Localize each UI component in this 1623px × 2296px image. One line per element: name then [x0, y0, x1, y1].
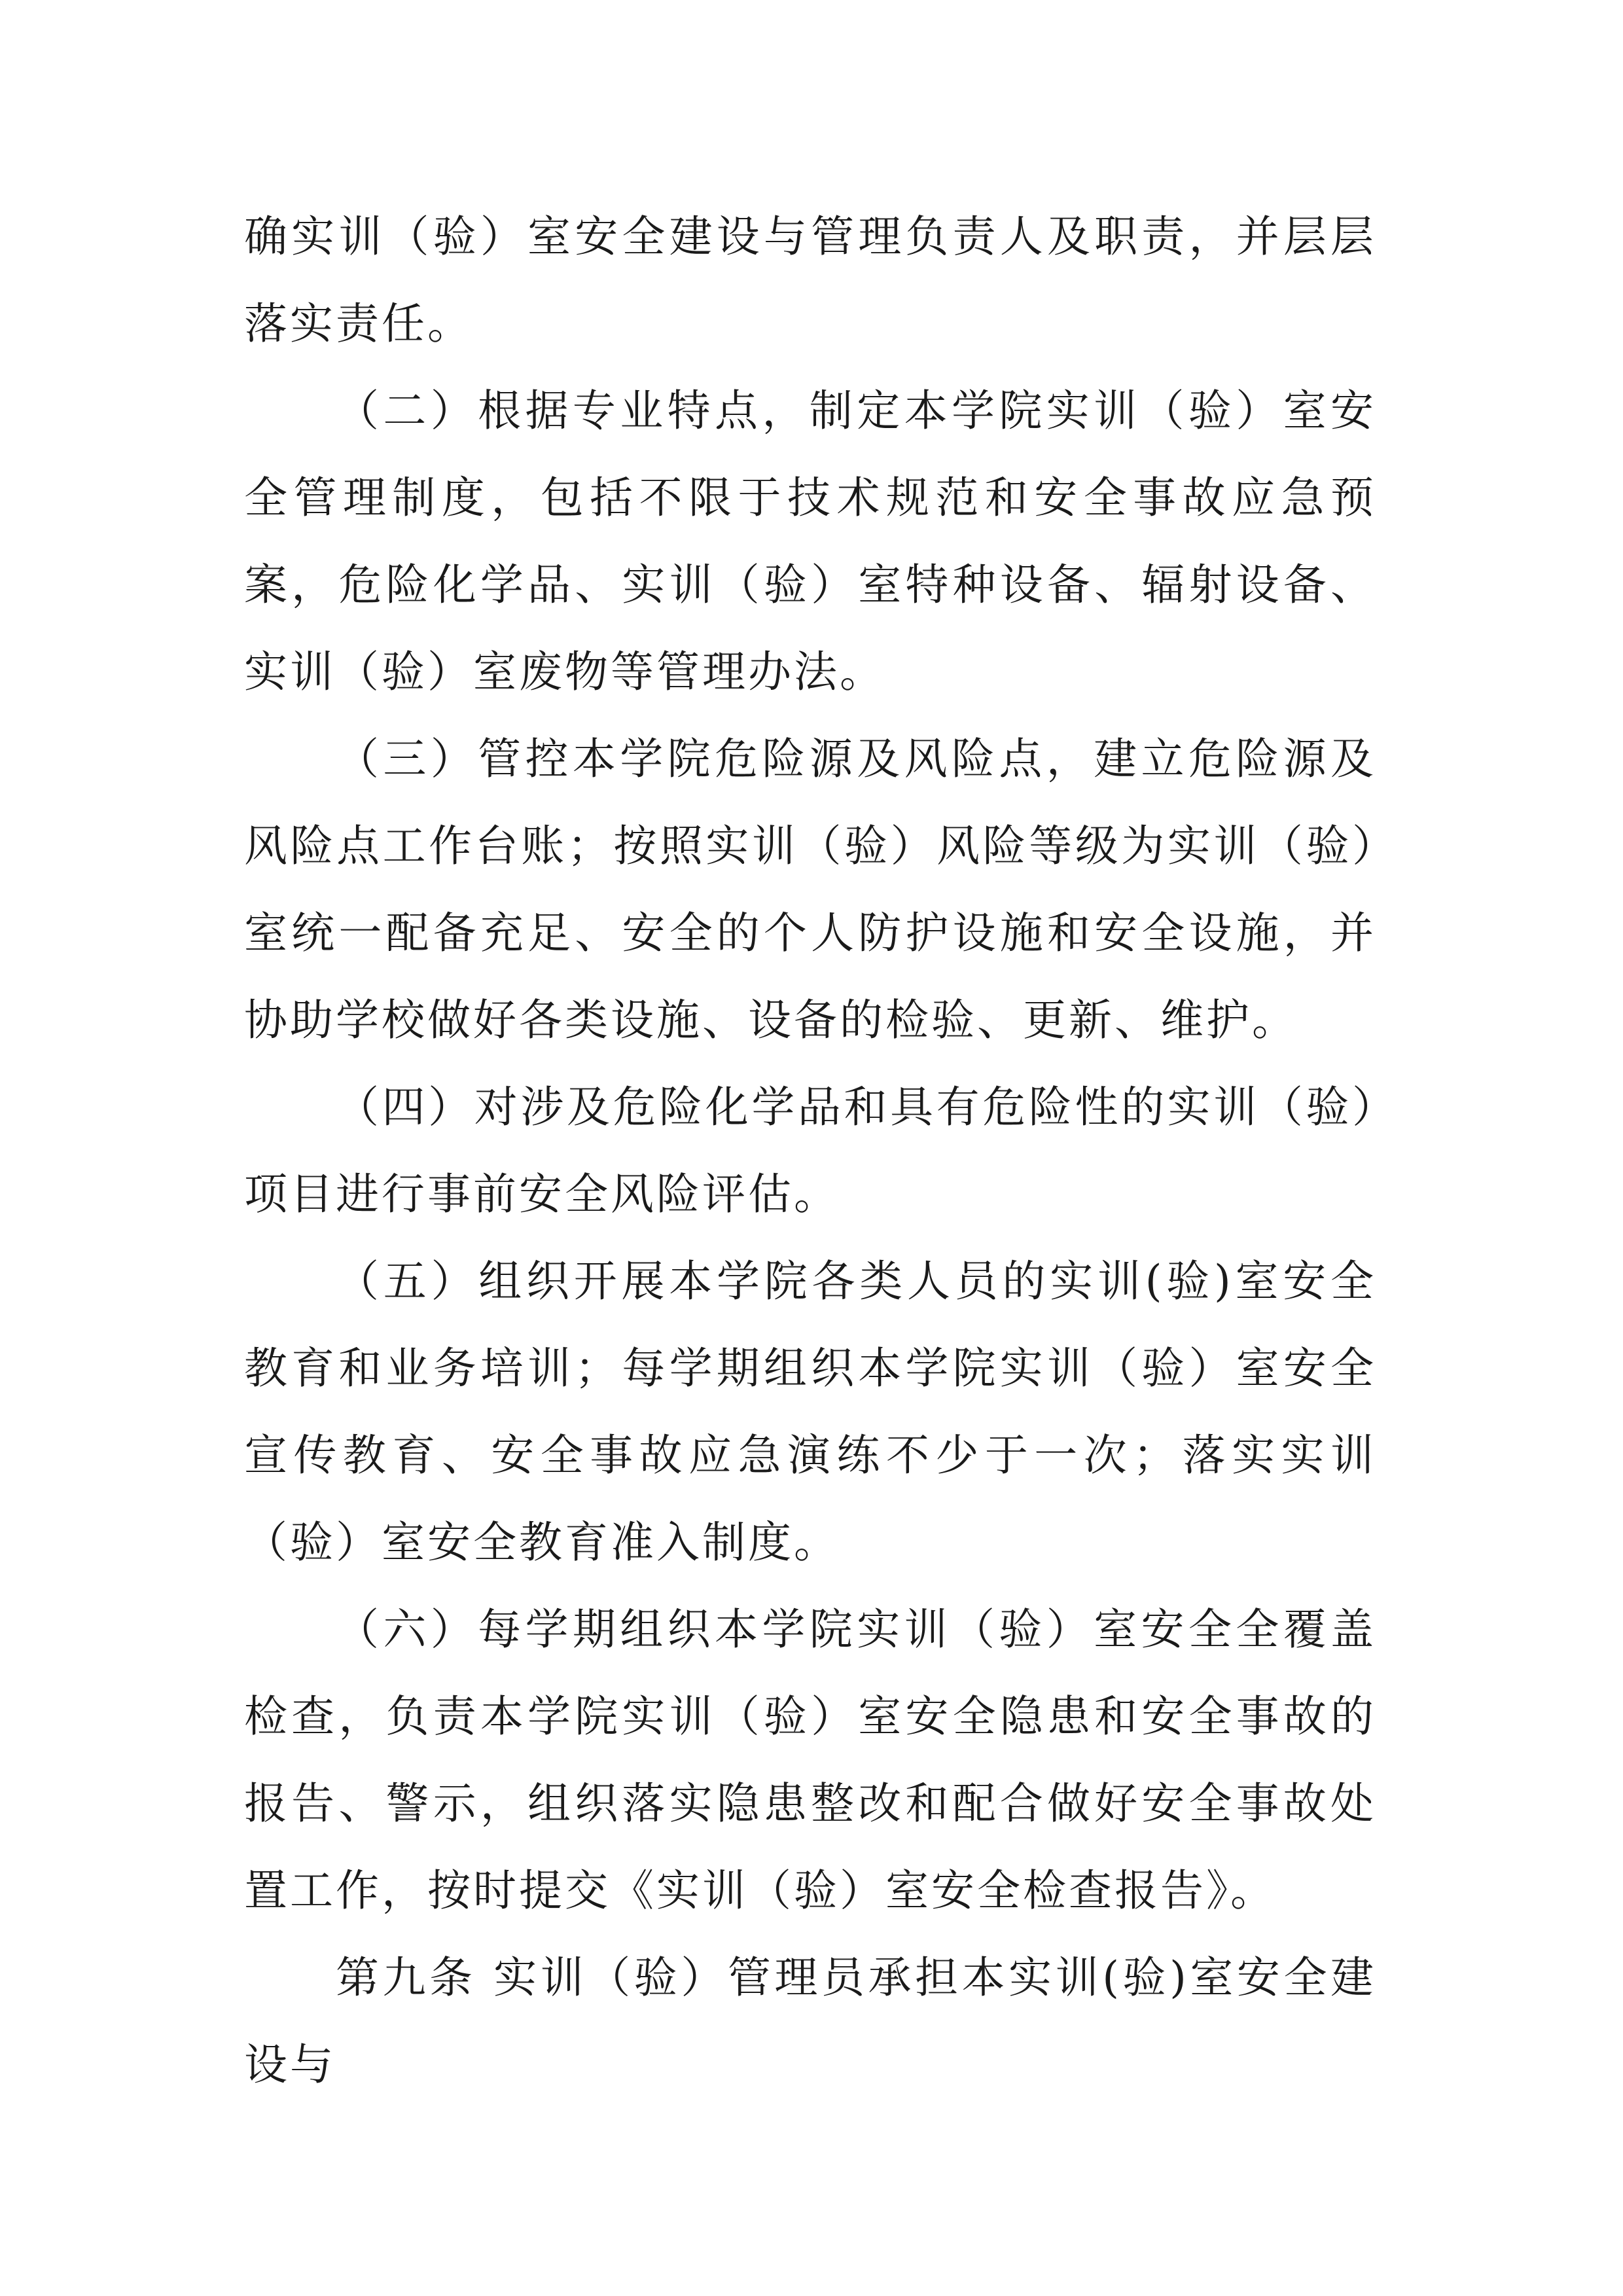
paragraph-item-3: （三）管控本学院危险源及风险点，建立危险源及风险点工作台账；按照实训（验）风险等级为实训（验）室统一配备充足、安全的个人防护设施和安全设施，并协助学校做好各类设施、设备的检验、更新、维护。	[244, 734, 1376, 1045]
paragraph-item-4: （四）对涉及危险化学品和具有危险性的实训（验）项目进行事前安全风险评估。	[244, 1082, 1376, 1219]
paragraph-item-2: （二）根据专业特点，制定本学院实训（验）室安全管理制度，包括不限于技术规范和安全事故应急预案，危险化学品、实训（验）室特种设备、辐射设备、实训（验）室废物等管理办法。	[244, 386, 1376, 697]
paragraph-article-9: 第九条 实训（验）管理员承担本实训(验)室安全建设与	[244, 1952, 1376, 2090]
paragraph-item-5: （五）组织开展本学院各类人员的实训(验)室安全教育和业务培训；每学期组织本学院实训（验）室安全宣传教育、安全事故应急演练不少于一次；落实实训（验）室安全教育准入制度。	[244, 1256, 1376, 1568]
paragraph-item-6: （六）每学期组织本学院实训（验）室安全全覆盖检查，负责本学院实训（验）室安全隐患和安全事故的报告、警示，组织落实隐患整改和配合做好安全事故处置工作，按时提交《实训（验）室安全检查报告》。	[244, 1604, 1376, 1916]
document-body	[244, 193, 1376, 2108]
paragraph-continuation: 确实训（验）室安全建设与管理负责人及职责，并层层落实责任。	[244, 211, 1376, 349]
